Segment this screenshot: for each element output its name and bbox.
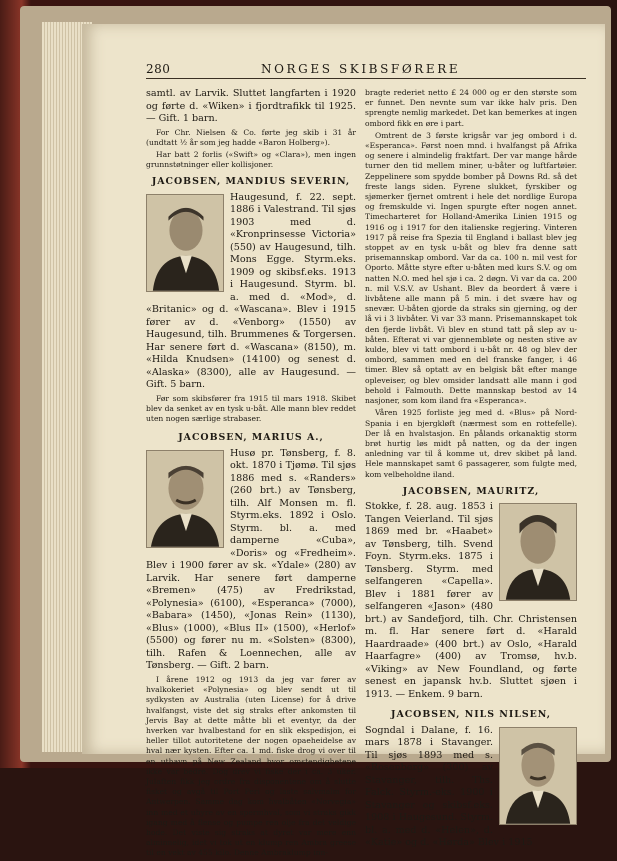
right-column bbox=[365, 88, 577, 852]
entry-note-mandius: Før som skibsfører fra 1915 til mars 1918. Skibet blev da senket av en tysk u-båt. Alle mann blev reddet uten nogen særlige strabaser. bbox=[146, 393, 356, 424]
entry-text-marius: Husø pr. Tønsberg, f. 8. okt. 1870 i Tjømø. Til sjøs 1886 med s. «Randers» (260 brt.) av Tønsberg, tilh. Alf Monsen m. fl. Styrm.eks. 1892 i Oslo. Styrm. bl. a. med damperne «Cuba», «Doris» og «Fredheim». Blev i 1900 fører av sk. «Ydale» (280) av Larvik. Har senere ført damperne «Bremen» (475) av Fredrikstad, «Polynesia» (6100), «Esperanca» (7000), «Babara» (1450), «Jonas Rein» (1130), «Blus» (1000), «Blus II» (1500), «Herlof» (5500) og fører nu m. «Solsten» (8300), tilh. Rafen & Loennechen, alle av Tønsberg. — Gift. 2 barn. bbox=[146, 447, 356, 672]
portrait-image bbox=[147, 451, 223, 547]
continued-text-3: Våren 1925 forliste jeg med d. «Blus» på Nord-Spania i en bjergkløft (nærmest som en rottefelle). Der lå en hvalstasjon. En pålands orkanaktig storm brøt hurtig løs midt på natten, og da der ingen anledning var til å komme ut, drev skibet på land. Hele mannskapet samt 6 passagerer, som fulgte med, kom velbeholdne iland. bbox=[365, 408, 577, 479]
header-rule bbox=[146, 78, 586, 79]
entry-note-marius: I årene 1912 og 1913 da jeg var fører av hvalkokeriet «Polynesia» og blev sendt ut til sydkysten av Australia (uten License) for å drive hvalfangst, viste det sig straks efter ankomsten til Jervis Bay at dette måtte bli et eventyr, da der hverken var hvalbestand for en slik ekspedisjon, ei heller tillot autoritetene der nogen opaeheidelse av hval nær kysten. Efter ca. 1 md. fiske drog vi over til en uthavn på New Zealand hvor omstendighetene ikke var bedre. Dog drev vi fiske der i ca. 3 uker. Julaften fikk jeg ordre fra disponentene om å slutte fisket og avgå til Port Peri og laste salvmalm for Antwerpen. Samme dag kom hvalbåten «Norvegia» inn med et uhyre av en spermhval, som vi straks gikk igang med å flense og pumpe ren olje fra det veldige hode. Det viste sig straks at dyret var mere enn alminnelig, idet vi tok ut en klump ren Ambra greese til en vekt av 455 kilo. Denne Ambraklump inn- bbox=[146, 674, 356, 858]
portrait-image bbox=[147, 195, 223, 291]
intro-note-2: Har batt 2 forlis («Swift» og «Clara»), men ingen grunnstøtninger eller kollisjoner. bbox=[146, 149, 356, 170]
intro-text: samtl. av Larvik. Sluttet langfarten i 1920 og førte d. «Wiken» i fjordtrafikk til 1925. — Gift. 1 barn. bbox=[146, 88, 356, 124]
entry-heading-mauritz: JACOBSEN, MAURITZ, bbox=[402, 485, 540, 497]
running-title: NORGES SKIBSFØRERE bbox=[261, 62, 461, 76]
portrait-image bbox=[500, 504, 576, 600]
portrait-image bbox=[500, 728, 576, 824]
portrait-nils-jacobsen bbox=[499, 727, 577, 825]
page-header bbox=[146, 62, 586, 78]
portrait-mandius-jacobsen bbox=[146, 194, 224, 292]
portrait-mauritz-jacobsen bbox=[499, 503, 577, 601]
entry-text-nils: Sogndal i Dalane, f. 16. mars 1878 i Stavanger. Til sjøs 1893 med s. «Rosenberg» (300) av Stavanger, tilh. Ths. Falck. Styrm.-eks. 1900 i Stavanger og skibsf.eks. 1908 i Haugesund. Styrm. bl. a. med d. «Helen», d. «Katie» og d. «Hørda» Blev i 1915 bbox=[365, 724, 533, 849]
continued-text-2: Omtrent de 3 første krigsår var jeg ombord i d. «Esperanca». Først noen mnd. i hvalfangst på Afrika og senere i almindelig fraktfart. Der var mange hårde turner den tid mellem miner, u-båter og luftfartøier. Zeppelinere som spydde bomber på Downs Rd. så det freste langs siden. Fyrene slukket, fyrskiber og sjømerker fjernet omtrent i hele det nordlige Europa og fremskulde vi. Ingen spurgte efter nogen annet. Timecharteret for Holland-Amerika Linien 1915 og 1916 og i 1917 for den italienske regjering. Vinteren 1917 på reise fra Spezia til England i ballast blev jeg stoppet av en tysk u-båt og blev fra denne satt prisemannskap ombord. Var da ca. 100 n. mil vest for Oporto. Måtte styre efter u-båten med kurs S.V. og om natten N.O. med hel sjø i ca. 2 døgn. Vi var da ca. 200 n. mil V.S.V. av Ushant. Blev da beordert å være i livbåtene alle mann på 5 min. i det svære hav og snevær. U-båten gjorde da straks sin gjerning, og der lå vi i 3 livbåter. Vi var 33 mann. Prisemannskapet tok den fjerde livbåt. Vi blev en stund tatt på slep av u-båten. Efterat vi var gjennembløte og nesten stive av kulde, blev vi tatt ombord i u-båt nr. 48 og blev der ombord, sammen med en del franske fanger, i 46 timer. Blev så optatt av en belgisk båt efter mange opleveiser, og blev omsider landsatt alle mann i god behold i Falmouth. Dette mannskap bestod av 14 nasjoner, som kom iland fra «Esperanca». bbox=[365, 130, 577, 406]
entry-text-mauritz: Stokke, f. 28. aug. 1853 i Tangen Veierland. Til sjøs 1869 med br. «Haabet» av Tønsberg, tilh. Svend Foyn. Styrm.eks. 1875 i Tønsberg. Styrm. med selfangeren «Capella». Blev i 1881 fører av selfangeren «Jason» (480 brt.) av Sandefjord, tilh. Chr. Christensen m. fl. Har senere ført d. «Harald Haardraade» (400 brt.) av Oslo, «Harald Haarfagre» (400) av Tromsø, hv.b. «Viking» av New Foundland, og førte senest en japansk hv.b. Sluttet sjøen i 1913. — Enkem. 9 barn. bbox=[365, 501, 577, 700]
left-column bbox=[146, 88, 356, 861]
entry-heading-nils: JACOBSEN, NILS NILSEN, bbox=[391, 709, 551, 721]
continued-text: bragte rederiet netto £ 24 000 og er den største som er funnet. Den nevnte sum var ikke halv pris. Den sprengte nemlig markedet. Det kan bemerkes at ingen ombord fikk en øre i part. bbox=[365, 88, 577, 128]
entry-text-mandius: Haugesund, f. 22. sept. 1886 i Valestrand. Til sjøs 1903 med d. «Kronprinsesse Victoria» (550) av Haugesund, tilh. Mons Egge. Styrm.eks. 1909 og skibsf.eks. 1913 i Haugesund. Styrm. bl. a. med d. «Mod», d. «Britanic» og d. «Wascana». Blev i 1915 fører av d. «Venborg» (1550) av Haugesund, tilh. Brummenes & Torgersen. Har senere ført d. «Wascana» (8150), m. «Hilda Knudsen» (14100) og senest d. «Alaska» (8300), alle av Haugesund. — Gift. 5 barn. bbox=[146, 191, 356, 391]
intro-note-1: For Chr. Nielsen & Co. førte jeg skib i 31 år (undtatt ½ år som jeg hadde «Baron Holberg»). bbox=[146, 127, 356, 147]
page-number: 280 bbox=[146, 62, 171, 76]
portrait-marius-jacobsen bbox=[146, 450, 224, 548]
entry-heading-marius: JACOBSEN, MARIUS A., bbox=[178, 432, 324, 444]
entry-heading-mandius: JACOBSEN, MANDIUS SEVERIN, bbox=[151, 176, 351, 188]
